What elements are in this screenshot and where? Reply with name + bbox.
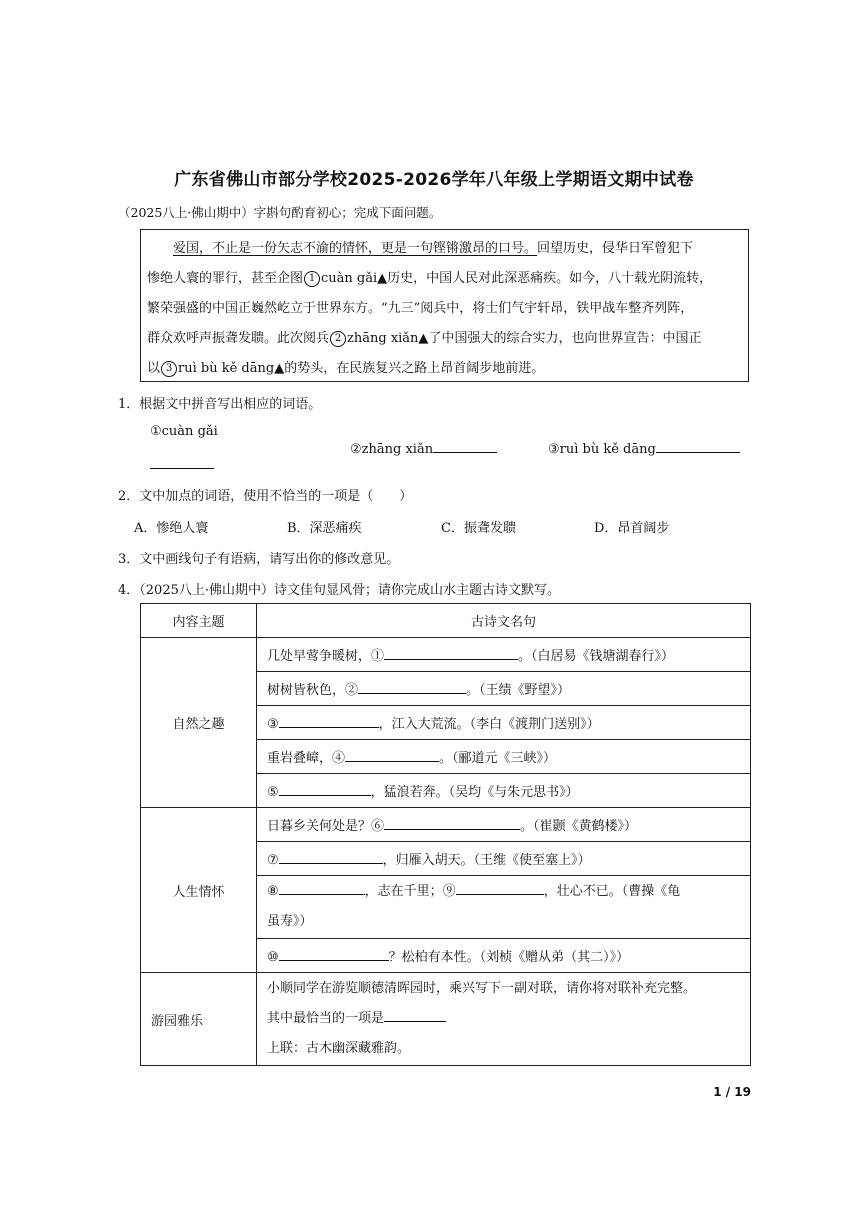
question-1: 1．根据文中拼音写出相应的词语。 xyxy=(118,397,322,412)
table-row: 人生情怀 日暮乡关何处是？⑥ 。（崔颢《黄鹤楼》） xyxy=(141,808,751,842)
pinyin-1: cuàn gǎi▲ xyxy=(321,271,388,286)
table-row: ⑩ ？松柏有本性。（刘桢《赠从弟（其二）》） xyxy=(141,939,751,973)
q2-option-a[interactable]: A．惨绝人寰 xyxy=(134,521,209,536)
blank-6[interactable] xyxy=(384,817,520,830)
table-row: ⑤ ，猛浪若奔。（吴均《与朱元思书》） xyxy=(141,774,751,808)
q2-option-b[interactable]: B．深恶痛疾 xyxy=(287,521,362,536)
page-number: 1 / 19 xyxy=(713,1085,751,1099)
table-row: 重岩叠嶂，④ 。（郦道元《三峡》） xyxy=(141,740,751,774)
q1-answer-blank-3[interactable] xyxy=(656,440,740,453)
pinyin-3: ruì bù kě dāng▲ xyxy=(178,361,285,376)
theme-nature: 自然之趣 xyxy=(141,638,257,808)
reading-passage: 爱国，不止是一份矢志不渝的情怀，更是一句铿锵激昂的口号。回望历史，侵华日军曾犯下 惨绝人寰的罪行，甚至企图 1 cuàn gǎi▲历史，中国人民对此深恶痛疾。如今，八十载光阴流转， 繁荣强盛的中国正巍然屹立于世界东方。“九三”阅兵中，将士们气宇轩昂，铁甲战车整齐列阵， 群众欢呼声振聋发聩。此次阅兵 2 zhāng xiǎn▲了中国强大的综合实力，也向世界宣告：中国正 以 3 ruì bù kě dāng▲的势头，在民族复兴之路上昂首阔步地前进。 xyxy=(140,229,749,382)
table-row: 树树皆秋色，② 。（王绩《野望》） xyxy=(141,672,751,706)
table-row: 游园雅乐 小顺同学在游览顺德清晖园时，乘兴写下一副对联，请你将对联补充完整。 其中最恰当的一项是 上联：古木幽深藏雅韵。 xyxy=(141,973,751,1066)
underlined-sentence: 爱国，不止是一份矢志不渝的情怀，更是一句铿锵激昂的口号。 xyxy=(173,241,538,256)
poem-table xyxy=(140,603,751,1066)
theme-garden: 游园雅乐 xyxy=(141,973,257,1066)
blank-4[interactable] xyxy=(345,749,439,762)
page-title: 广东省佛山市部分学校2025-2026学年八年级上学期语文期中试卷 xyxy=(174,170,694,190)
blank-2[interactable] xyxy=(358,681,466,694)
question-2: 2．文中加点的词语，使用不恰当的一项是（ ） xyxy=(118,489,413,504)
header-theme: 内容主题 xyxy=(141,604,257,638)
number-3-icon: 3 xyxy=(161,361,177,377)
blank-couplet[interactable] xyxy=(384,1009,446,1022)
table-row: ⑦ ，归雁入胡天。（王维《使至塞上》） xyxy=(141,842,751,876)
number-1-icon: 1 xyxy=(304,271,320,287)
pinyin-2: zhāng xiǎn▲ xyxy=(347,331,429,346)
table-row: ③ ，江入大荒流。（李白《渡荆门送别》） xyxy=(141,706,751,740)
q1-answer-blank-1[interactable] xyxy=(150,456,214,469)
blank-7[interactable] xyxy=(279,851,383,864)
blank-8[interactable] xyxy=(279,882,365,895)
table-row: 自然之趣 几处早莺争暖树，① 。（白居易《钱塘湖春行》） xyxy=(141,638,751,672)
q1-answer-blank-2[interactable] xyxy=(433,440,497,453)
blank-1[interactable] xyxy=(384,647,518,660)
q1-item-1: ①cuàn gǎi xyxy=(150,424,218,439)
question-4: 4．（2025八上·佛山期中）诗文佳句显风骨；请你完成山水主题古诗文默写。 xyxy=(118,583,560,598)
question-3: 3．文中画线句子有语病，请写出你的修改意见。 xyxy=(118,552,400,567)
intro-text: （2025八上·佛山期中）字斟句酌育初心；完成下面问题。 xyxy=(118,205,442,220)
table-header-row xyxy=(141,604,751,638)
blank-9[interactable] xyxy=(456,882,544,895)
q2-option-d[interactable]: D．昂首阔步 xyxy=(594,521,670,536)
q1-item-2: ②zhāng xiǎn xyxy=(350,440,497,457)
blank-10[interactable] xyxy=(279,948,389,961)
number-2-icon: 2 xyxy=(330,331,346,347)
table-row: ⑧ ，志在千里；⑨ ，壮心不已。（曹操《龟 虽寿》） xyxy=(141,876,751,939)
theme-life: 人生情怀 xyxy=(141,808,257,973)
blank-3[interactable] xyxy=(279,715,379,728)
header-lines: 古诗文名句 xyxy=(257,604,751,638)
q2-option-c[interactable]: C．振聋发聩 xyxy=(441,521,516,536)
blank-5[interactable] xyxy=(279,783,371,796)
q1-item-3: ③ruì bù kě dāng xyxy=(548,440,740,457)
